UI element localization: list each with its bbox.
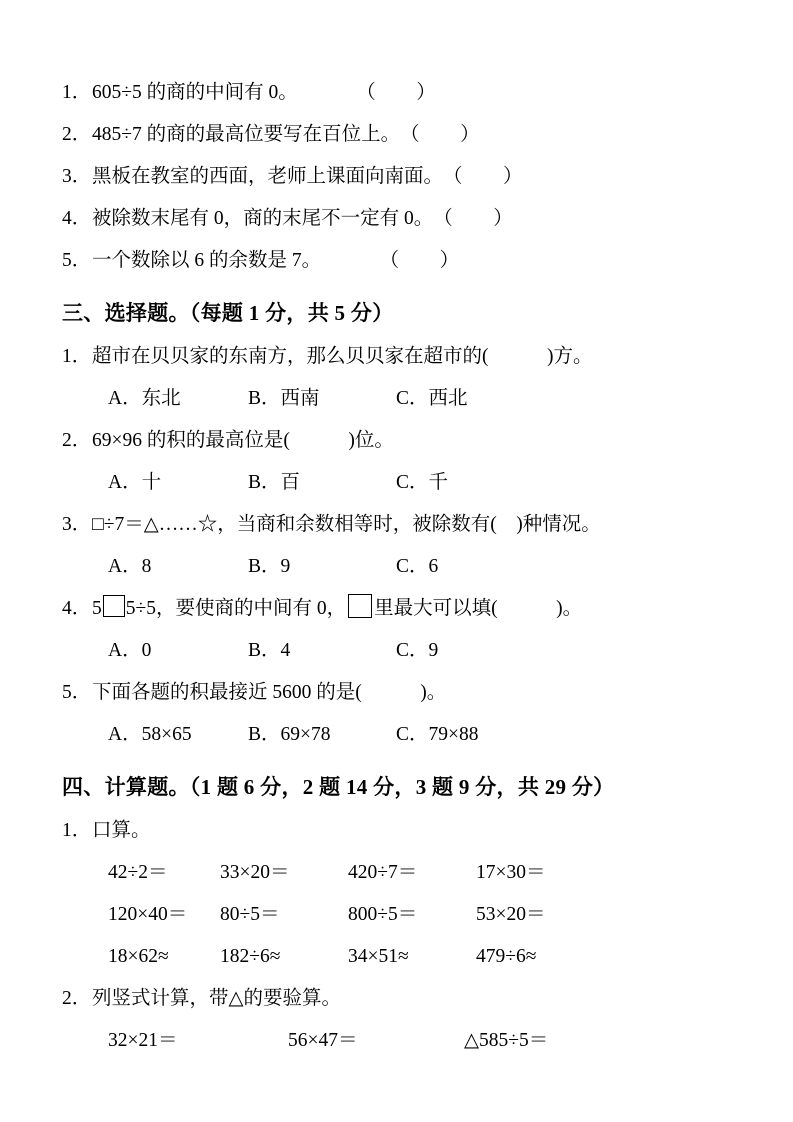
item-number: 1．	[62, 346, 92, 367]
question-stem	[62, 810, 731, 852]
calc-cell[interactable]: 18×62≈	[108, 946, 169, 967]
truefalse-item	[62, 156, 731, 198]
calc-cell[interactable]: 17×30＝	[476, 862, 546, 883]
calc-cell[interactable]: 120×40＝	[108, 904, 188, 925]
item-gap	[424, 208, 444, 229]
item-gap	[288, 82, 366, 103]
answer-paren[interactable]: （ ）	[365, 82, 437, 103]
section-heading-calculation: 四、计算题。（1 题 6 分，2 题 14 分，3 题 9 分，共 29 分）	[62, 775, 615, 799]
question-stem	[62, 336, 731, 378]
item-text: 605÷5 的商的中间有 0。	[92, 82, 288, 103]
choice-question	[62, 672, 731, 756]
truefalse-item	[62, 72, 731, 114]
item-text: 485÷7 的商的最高位要写在百位上。	[92, 124, 391, 145]
truefalse-section	[62, 72, 731, 282]
option-b[interactable]: B．4	[248, 640, 291, 661]
option-a[interactable]: A．东北	[108, 388, 181, 409]
answer-paren[interactable]: （ ）	[443, 208, 514, 229]
choice-question	[62, 588, 731, 672]
choice-question	[62, 504, 731, 588]
stem-text-pre: 5	[92, 598, 102, 619]
option-a[interactable]: A．8	[108, 556, 152, 577]
stem-text-mid: 5÷5，要使商的中间有 0，	[125, 598, 347, 619]
calc-cell[interactable]: 33×20＝	[220, 862, 290, 883]
stem-text: 口算。	[92, 820, 151, 841]
option-b[interactable]: B．西南	[248, 388, 320, 409]
question-stem	[62, 504, 731, 546]
item-gap	[433, 166, 453, 187]
calc-cell[interactable]: 479÷6≈	[476, 946, 537, 967]
option-b[interactable]: B．百	[248, 472, 301, 493]
calc-row	[62, 936, 731, 978]
calc-cell[interactable]: 56×47＝	[288, 1030, 358, 1051]
option-a[interactable]: A．58×65	[108, 724, 192, 745]
item-number: 5．	[62, 682, 92, 703]
item-text: 一个数除以 6 的余数是 7。	[92, 250, 312, 271]
calc-cell[interactable]: 34×51≈	[348, 946, 409, 967]
truefalse-item	[62, 198, 731, 240]
question-stem	[62, 420, 731, 462]
truefalse-item	[62, 240, 731, 282]
calc-row	[62, 852, 731, 894]
option-row	[62, 630, 731, 672]
item-number: 2．	[62, 124, 92, 145]
calc-cell[interactable]: 182÷6≈	[220, 946, 281, 967]
choice-question	[62, 420, 731, 504]
stem-text: □÷7＝△……☆，当商和余数相等时，被除数有( )种情况。	[92, 514, 601, 535]
option-row	[62, 378, 731, 420]
option-b[interactable]: B．9	[248, 556, 291, 577]
calc-cell[interactable]: 42÷2＝	[108, 862, 168, 883]
stem-text: 超市在贝贝家的东南方，那么贝贝家在超市的( )方。	[92, 346, 593, 367]
question-stem	[62, 672, 731, 714]
option-a[interactable]: A．0	[108, 640, 152, 661]
item-gap	[390, 124, 410, 145]
calc-cell[interactable]: 420÷7＝	[348, 862, 418, 883]
section-heading-choice: 三、选择题。（每题 1 分，共 5 分）	[62, 301, 394, 325]
item-number: 3．	[62, 166, 92, 187]
option-c[interactable]: C．79×88	[396, 724, 479, 745]
option-c[interactable]: C．9	[396, 640, 439, 661]
answer-paren[interactable]: （ ）	[409, 124, 481, 145]
answer-paren[interactable]: （ ）	[389, 250, 460, 271]
blank-box-icon[interactable]	[103, 595, 125, 617]
calc-row	[62, 1020, 731, 1062]
stem-text-post: 里最大可以填( )。	[374, 598, 583, 619]
item-text: 黑板在教室的西面，老师上课面向南面。	[92, 166, 434, 187]
option-b[interactable]: B．69×78	[248, 724, 331, 745]
item-number: 1．	[62, 82, 92, 103]
item-number: 2．	[62, 430, 92, 451]
item-number: 2．	[62, 988, 92, 1009]
calc-question-2	[62, 978, 731, 1062]
item-number: 1．	[62, 820, 92, 841]
calc-cell[interactable]: 80÷5＝	[220, 904, 280, 925]
option-c[interactable]: C．6	[396, 556, 439, 577]
option-row	[62, 546, 731, 588]
stem-text: 列竖式计算，带△的要验算。	[92, 988, 341, 1009]
calc-row	[62, 894, 731, 936]
item-number: 3．	[62, 514, 92, 535]
option-a[interactable]: A．十	[108, 472, 162, 493]
question-stem	[62, 978, 731, 1020]
answer-paren[interactable]: （ ）	[452, 166, 524, 187]
item-number: 4．	[62, 598, 92, 619]
stem-text: 下面各题的积最接近 5600 的是( )。	[92, 682, 447, 703]
calc-question-1	[62, 810, 731, 978]
blank-box-icon[interactable]	[348, 594, 372, 618]
option-row	[62, 462, 731, 504]
calc-cell[interactable]: △585÷5＝	[464, 1030, 549, 1051]
item-gap	[311, 250, 389, 271]
calc-cell[interactable]: 800÷5＝	[348, 904, 418, 925]
item-number: 4．	[62, 208, 92, 229]
item-text: 被除数末尾有 0，商的末尾不一定有 0。	[92, 208, 424, 229]
item-number: 5．	[62, 250, 92, 271]
option-row	[62, 714, 731, 756]
stem-text: 69×96 的积的最高位是( )位。	[92, 430, 394, 451]
truefalse-item	[62, 114, 731, 156]
option-c[interactable]: C．西北	[396, 388, 468, 409]
question-stem	[62, 588, 731, 630]
choice-question	[62, 336, 731, 420]
option-c[interactable]: C．千	[396, 472, 449, 493]
calc-cell[interactable]: 32×21＝	[108, 1030, 178, 1051]
calc-cell[interactable]: 53×20＝	[476, 904, 546, 925]
